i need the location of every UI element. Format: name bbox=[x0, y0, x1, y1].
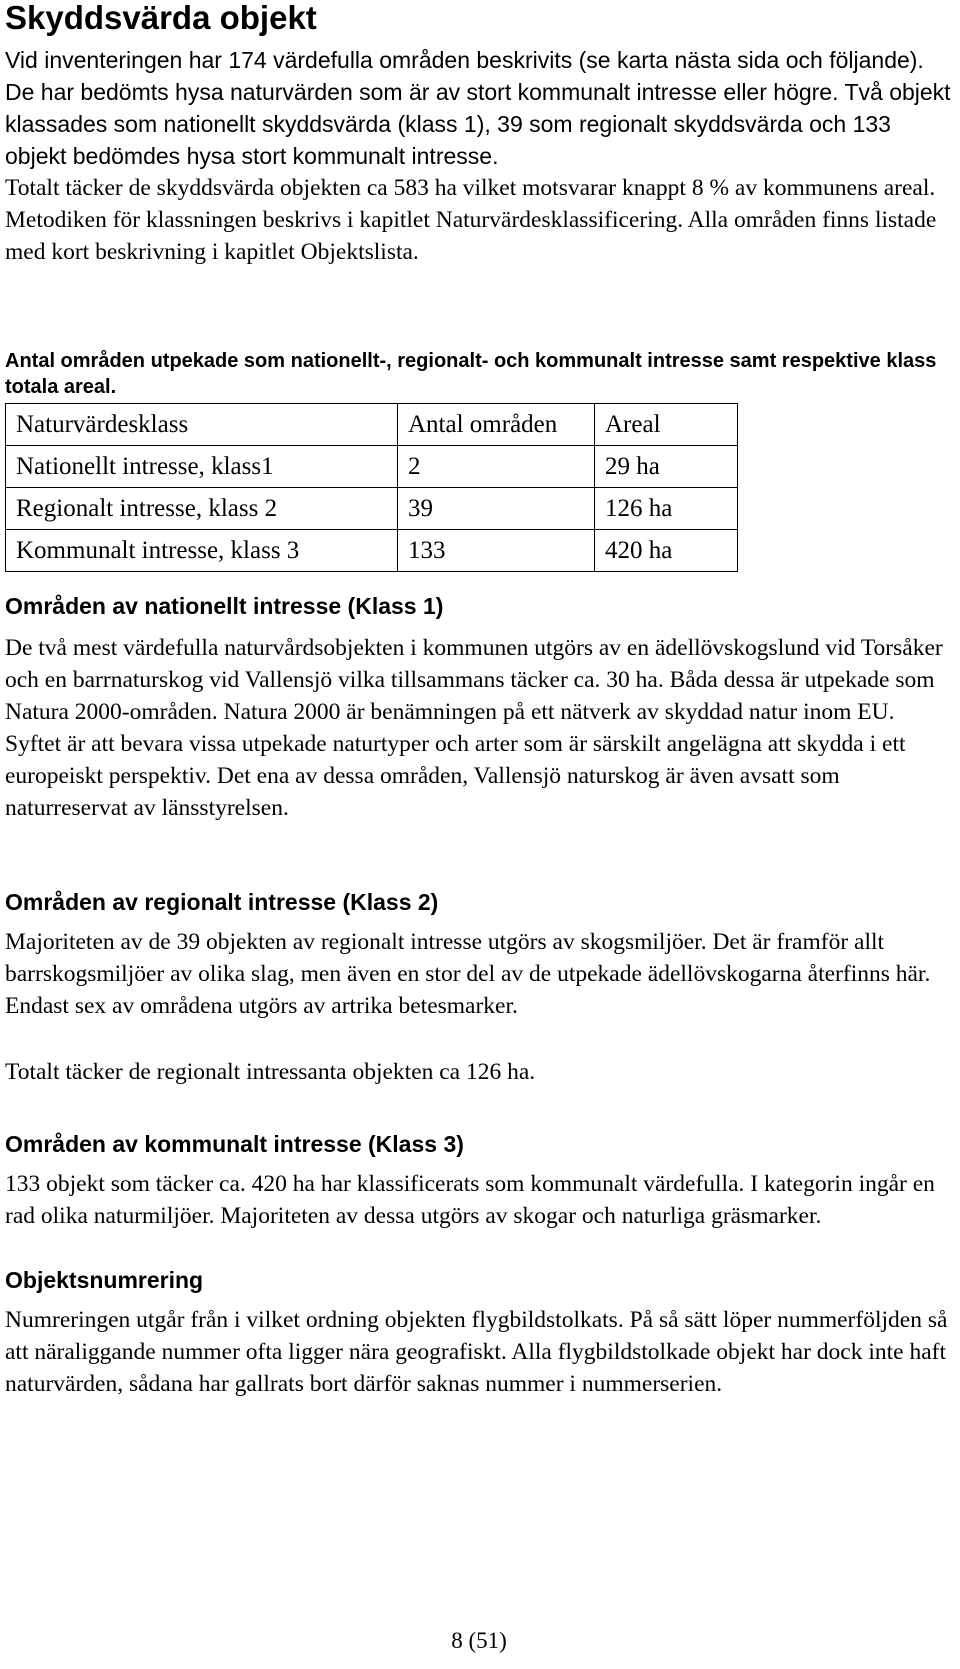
page-title: Skyddsvärda objekt bbox=[5, 0, 317, 36]
table-cell: 420 ha bbox=[595, 530, 738, 572]
table-row bbox=[6, 530, 738, 572]
table-caption: Antal områden utpekade som nationellt-, regionalt- och kommunalt intresse samt respektive klass totala areal. bbox=[5, 350, 937, 398]
section-heading-klass3: Områden av kommunalt intresse (Klass 3) bbox=[5, 1131, 464, 1157]
section-paragraph: Totalt täcker de regionalt intressanta objekten ca 126 ha. bbox=[5, 1059, 536, 1085]
section-heading-klass1: Områden av nationellt intresse (Klass 1) bbox=[5, 593, 444, 619]
table-cell: Nationellt intresse, klass1 bbox=[6, 446, 398, 488]
table-cell: 133 bbox=[398, 530, 595, 572]
table-header-cell: Areal bbox=[595, 404, 738, 446]
section-heading-klass2: Områden av regionalt intresse (Klass 2) bbox=[5, 889, 439, 915]
classification-table bbox=[5, 403, 738, 572]
intro-paragraph-2: Totalt täcker de skyddsvärda objekten ca 583 ha vilket motsvarar knappt 8 % av kommunens areal. Metodiken för klassningen beskrivs i kapitlet Naturvärdesklassificering. Alla områden finns listade med kort beskrivning i kapitlet Objektslista. bbox=[5, 175, 937, 265]
page-number: 8 (51) bbox=[451, 1628, 507, 1653]
table-row bbox=[6, 488, 738, 530]
table-header-cell: Naturvärdesklass bbox=[6, 404, 398, 446]
section-paragraph: Majoriteten av de 39 objekten av regionalt intresse utgörs av skogsmiljöer. Det är framför allt barrskogsmiljöer av olika slag, men även en stor del av de utpekade ädellövskogarna återfinns här. Endast sex av områdena utgörs av artrika betesmarker. bbox=[5, 929, 931, 1019]
table-cell: 29 ha bbox=[595, 446, 738, 488]
table-header-row bbox=[6, 404, 738, 446]
table-header-cell: Antal områden bbox=[398, 404, 595, 446]
intro-paragraph: Vid inventeringen har 174 värdefulla områden beskrivits (se karta nästa sida och följande). De har bedömts hysa naturvärden som är av stort kommunalt intresse eller högre. Två objekt klassades som nationellt skyddsvärda (klass 1), 39 som regionalt skyddsvärda och 133 objekt bedömdes hysa stort kommunalt intresse. bbox=[5, 47, 951, 169]
table-cell: Regionalt intresse, klass 2 bbox=[6, 488, 398, 530]
table-cell: 39 bbox=[398, 488, 595, 530]
section-paragraph: 133 objekt som täcker ca. 420 ha har klassificerats som kommunalt värdefulla. I kategorin ingår en rad olika naturmiljöer. Majoriteten av dessa utgörs av skogar och naturliga gräsmarker. bbox=[5, 1171, 935, 1229]
table-cell: 2 bbox=[398, 446, 595, 488]
table-cell: Kommunalt intresse, klass 3 bbox=[6, 530, 398, 572]
section-heading-numbering: Objektsnumrering bbox=[5, 1267, 204, 1293]
section-paragraph: Numreringen utgår från i vilket ordning objekten flygbildstolkats. På så sätt löper nummerföljden så att näraliggande nummer ofta ligger nära geografiskt. Alla flygbildstolkade objekt har dock inte haft naturvärden, sådana har gallrats bort därför saknas nummer i nummerserien. bbox=[5, 1307, 948, 1397]
table-cell: 126 ha bbox=[595, 488, 738, 530]
table-row bbox=[6, 446, 738, 488]
section-paragraph: De två mest värdefulla naturvårdsobjekten i kommunen utgörs av en ädellövskogslund vid Torsåker och en barrnaturskog vid Vallensjö vilka tillsammans täcker ca. 30 ha. Båda dessa är utpekade som Natura 2000-områden. Natura 2000 är benämningen på ett nätverk av skyddad natur inom EU. Syftet är att bevara vissa utpekade naturtyper och arter som är särskilt angelägna att skydda i ett europeiskt perspektiv. Det ena av dessa områden, Vallensjö naturskog är även avsatt som naturreservat av länsstyrelsen. bbox=[5, 635, 943, 821]
